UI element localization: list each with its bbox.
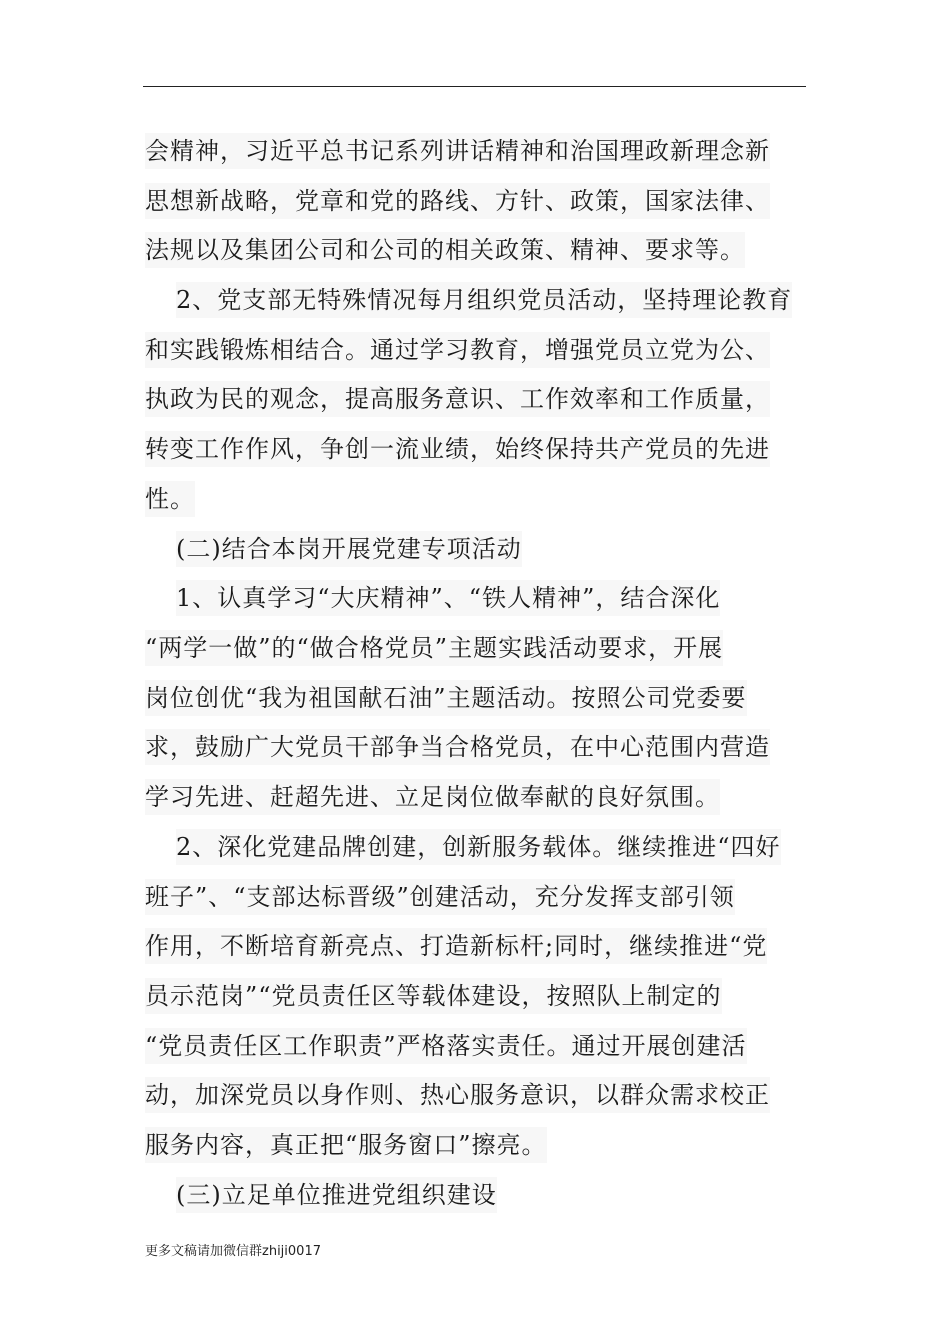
text-line: 作用，不断培育新亮点、打造新标杆;同时，继续推进“党 [145, 928, 767, 964]
text-line: 会精神，习近平总书记系列讲话精神和治国理政新理念新 [145, 133, 770, 169]
text-line: 执政为民的观念，提高服务意识、工作效率和工作质量， [145, 381, 770, 417]
paragraph-first-line: 2、深化党建品牌创建，创新服务载体。继续推进“四好 [176, 829, 781, 865]
footer-note: 更多文稿请加微信群zhiji0017 [145, 1244, 321, 1259]
text-line: 动，加深党员以身作则、热心服务意识，以群众需求校正 [145, 1077, 770, 1113]
text-line: 和实践锻炼相结合。通过学习教育，增强党员立党为公、 [145, 332, 770, 368]
text-line: 法规以及集团公司和公司的相关政策、精神、要求等。 [145, 232, 745, 268]
text-line: 学习先进、赶超先进、立足岗位做奉献的良好氛围。 [145, 779, 720, 815]
section-heading: (二)结合本岗开展党建专项活动 [176, 531, 522, 567]
paragraph-first-line: 2、党支部无特殊情况每月组织党员活动，坚持理论教育 [176, 282, 792, 318]
text-line: 服务内容，真正把“服务窗口”擦亮。 [145, 1127, 547, 1163]
text-line: 求，鼓励广大党员干部争当合格党员，在中心范围内营造 [145, 729, 770, 765]
paragraph-first-line: 1、认真学习“大庆精神”、“铁人精神”，结合深化 [176, 580, 720, 616]
text-line: 性。 [145, 481, 195, 517]
section-heading: (三)立足单位推进党组织建设 [176, 1177, 497, 1213]
text-line: 转变工作作风，争创一流业绩，始终保持共产党员的先进 [145, 431, 770, 467]
text-line: 员示范岗”“党员责任区等载体建设，按照队上制定的 [145, 978, 722, 1014]
text-line: 班子”、“支部达标晋级”创建活动，充分发挥支部引领 [145, 879, 735, 915]
text-line: “两学一做”的“做合格党员”主题实践活动要求，开展 [145, 630, 723, 666]
text-line: 思想新战略，党章和党的路线、方针、政策，国家法律、 [145, 183, 770, 219]
text-line: 岗位创优“我为祖国献石油”主题活动。按照公司党委要 [145, 680, 747, 716]
text-line: “党员责任区工作职责”严格落实责任。通过开展创建活 [145, 1028, 747, 1064]
